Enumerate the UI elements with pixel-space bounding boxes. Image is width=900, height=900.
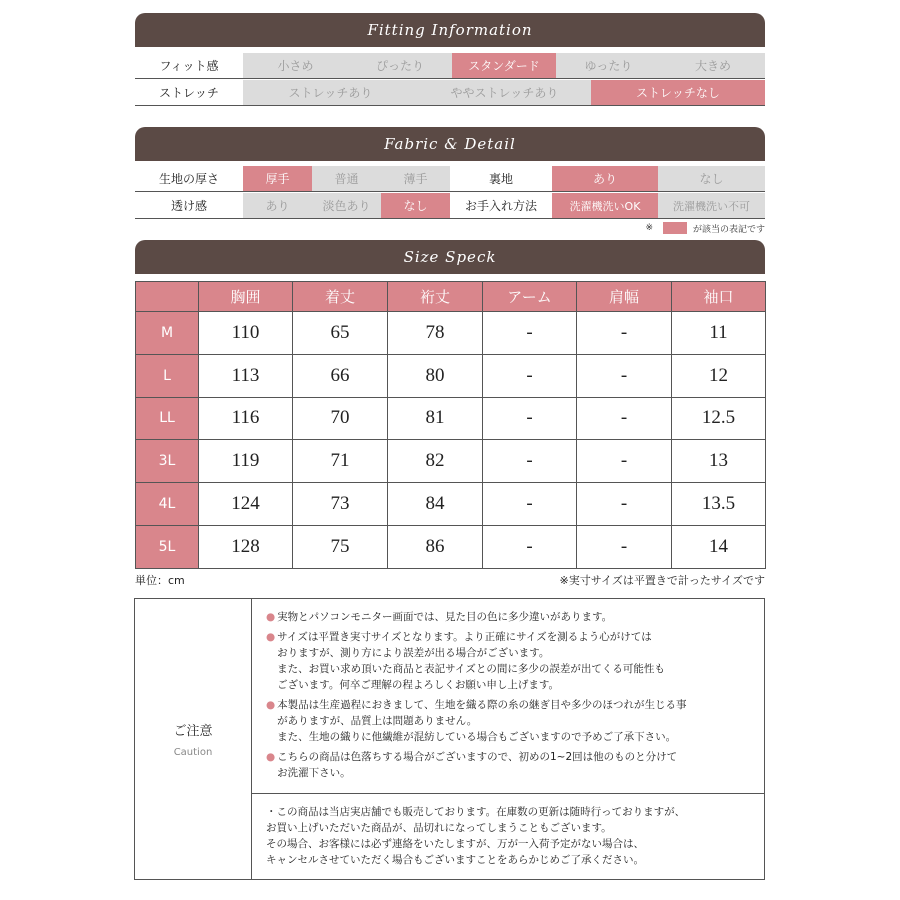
measure-note: ※実寸サイズは平置きで計ったサイズです <box>559 574 765 587</box>
caution-note <box>266 609 754 625</box>
size-value-cell: - <box>483 312 577 355</box>
thickness-option-thick-selected: 厚手 <box>243 166 312 191</box>
caution-title: ご注意 <box>173 724 213 739</box>
stretch-label: ストレッチ <box>135 80 243 105</box>
care-method-label: お手入れ方法 <box>450 193 552 218</box>
lining-option-yes-selected: あり <box>552 166 658 191</box>
legend-text: が該当の表記です <box>692 224 765 235</box>
size-value-cell: - <box>483 483 577 526</box>
legend-swatch <box>663 222 687 234</box>
size-table-header <box>136 282 766 312</box>
size-value-cell: 73 <box>293 483 388 526</box>
size-value-cell: 12.5 <box>672 397 766 440</box>
bullet-icon: ● <box>266 751 276 763</box>
size-value-cell: 124 <box>199 483 293 526</box>
size-row <box>136 525 766 568</box>
size-value-cell: - <box>577 397 672 440</box>
size-value-cell: - <box>577 440 672 483</box>
size-value-cell: 82 <box>388 440 483 483</box>
fit-option-loose: ゆったり <box>556 53 661 78</box>
size-spec-banner: Size Speck <box>135 240 765 274</box>
size-row <box>136 483 766 526</box>
fit-option-large: 大きめ <box>661 53 765 78</box>
size-value-cell: 11 <box>672 312 766 355</box>
caution-note-text: サイズは平置き実寸サイズとなります。より正確にサイズを測るよう心がけては おりますが、測り方により誤差が出る場合がございます。 また、お買い求め頂いた商品と表記サイズとの間に多少の誤差が出てくる可能性も ございます。何卒ご理解の程よろしくお願い申し上げます。 <box>277 631 665 691</box>
caution-note-text: 実物とパソコンモニター画面では、見た目の色に多少違いがあります。 <box>277 611 613 623</box>
care-option-machine-wash-no: 洗濯機洗い不可 <box>658 193 765 218</box>
size-value-cell: 80 <box>388 354 483 397</box>
header-chest: 胸囲 <box>199 282 293 312</box>
size-label-cell: 5L <box>136 525 199 568</box>
header-cuff: 袖口 <box>672 282 766 312</box>
size-label-cell: M <box>136 312 199 355</box>
caution-note <box>266 749 754 781</box>
header-arm: アーム <box>483 282 577 312</box>
size-value-cell: - <box>483 354 577 397</box>
size-value-cell: - <box>577 312 672 355</box>
fitting-information-banner: Fitting Information <box>135 13 765 47</box>
header-shoulder: 肩幅 <box>577 282 672 312</box>
lining-option-no: なし <box>658 166 765 191</box>
size-label-cell: 3L <box>136 440 199 483</box>
fabric-detail-banner: Fabric & Detail <box>135 127 765 161</box>
size-label-cell: L <box>136 354 199 397</box>
size-row <box>136 397 766 440</box>
size-value-cell: - <box>577 354 672 397</box>
stretch-row <box>135 80 765 106</box>
caution-box <box>134 598 765 880</box>
caution-note-text: 本製品は生産過程におきまして、生地を織る際の糸の継ぎ目や多少のほつれが生じる事 がありますが、品質上は問題ありません。 また、生地の織りに他繊維が混紡している場合もございますので予めご了承下さい。 <box>277 699 687 743</box>
transparency-option-light-colors: 淡色あり <box>312 193 381 218</box>
fit-feel-row <box>135 53 765 79</box>
fabric-thickness-row <box>135 166 765 192</box>
size-value-cell: 13.5 <box>672 483 766 526</box>
size-value-cell: 119 <box>199 440 293 483</box>
size-value-cell: - <box>483 525 577 568</box>
size-row <box>136 312 766 355</box>
caution-body <box>252 599 764 879</box>
thickness-option-normal: 普通 <box>312 166 381 191</box>
size-value-cell: 65 <box>293 312 388 355</box>
size-value-cell: 113 <box>199 354 293 397</box>
header-sleeve-length: 裄丈 <box>388 282 483 312</box>
stock-note: ・この商品は当店実店舗でも販売しております。在庫数の更新は随時行っておりますが、 お買い上げいただいた商品が、品切れになってしまうこともございます。 その場合、お客様には必ず連絡をいたしますが、万が一入荷予定がない場合は、 キャンセルさせていただく場合もございますことをあらかじめご了承ください。 <box>252 793 764 879</box>
stretch-option-yes: ストレッチあり <box>243 80 418 105</box>
caution-note <box>266 697 754 745</box>
thickness-option-thin: 薄手 <box>381 166 450 191</box>
size-value-cell: 78 <box>388 312 483 355</box>
size-value-cell: 81 <box>388 397 483 440</box>
size-value-cell: 70 <box>293 397 388 440</box>
legend-mark: ※ <box>645 223 653 233</box>
caution-subtitle: Caution <box>173 747 213 758</box>
fit-option-fitted: ぴったり <box>348 53 452 78</box>
care-option-machine-wash-ok-selected: 洗濯機洗いOK <box>552 193 658 218</box>
thickness-label: 生地の厚さ <box>135 166 243 191</box>
lining-label: 裏地 <box>450 166 552 191</box>
size-value-cell: 84 <box>388 483 483 526</box>
size-value-cell: 12 <box>672 354 766 397</box>
size-table <box>135 281 766 569</box>
fit-option-small: 小さめ <box>243 53 348 78</box>
caution-note-text: こちらの商品は色落ちする場合がございますので、初めの1~2回は他のものと分けて お洗濯下さい。 <box>277 751 678 779</box>
size-value-cell: - <box>577 525 672 568</box>
bullet-icon: ● <box>266 611 276 623</box>
size-value-cell: 71 <box>293 440 388 483</box>
stretch-option-none-selected: ストレッチなし <box>591 80 765 105</box>
size-row <box>136 354 766 397</box>
bullet-icon: ● <box>266 631 276 643</box>
size-label-cell: 4L <box>136 483 199 526</box>
size-value-cell: 75 <box>293 525 388 568</box>
size-value-cell: 128 <box>199 525 293 568</box>
size-value-cell: - <box>483 440 577 483</box>
size-label-cell: LL <box>136 397 199 440</box>
legend <box>600 221 765 235</box>
size-value-cell: 14 <box>672 525 766 568</box>
size-value-cell: 13 <box>672 440 766 483</box>
transparency-label: 透け感 <box>135 193 243 218</box>
size-value-cell: 110 <box>199 312 293 355</box>
unit-label: 単位：cm <box>135 574 185 587</box>
caution-heading <box>135 599 252 879</box>
stretch-option-slight: ややストレッチあり <box>418 80 591 105</box>
transparency-option-yes: あり <box>243 193 312 218</box>
fit-feel-label: フィット感 <box>135 53 243 78</box>
fit-option-standard-selected: スタンダード <box>452 53 556 78</box>
transparency-option-no-selected: なし <box>381 193 450 218</box>
size-row <box>136 440 766 483</box>
header-length: 着丈 <box>293 282 388 312</box>
size-value-cell: - <box>483 397 577 440</box>
size-value-cell: 86 <box>388 525 483 568</box>
caution-note <box>266 629 754 693</box>
size-value-cell: 66 <box>293 354 388 397</box>
header-corner <box>136 282 199 312</box>
size-value-cell: 116 <box>199 397 293 440</box>
bullet-icon: ● <box>266 699 276 711</box>
caution-notes <box>252 599 764 793</box>
size-value-cell: - <box>577 483 672 526</box>
transparency-row <box>135 193 765 219</box>
